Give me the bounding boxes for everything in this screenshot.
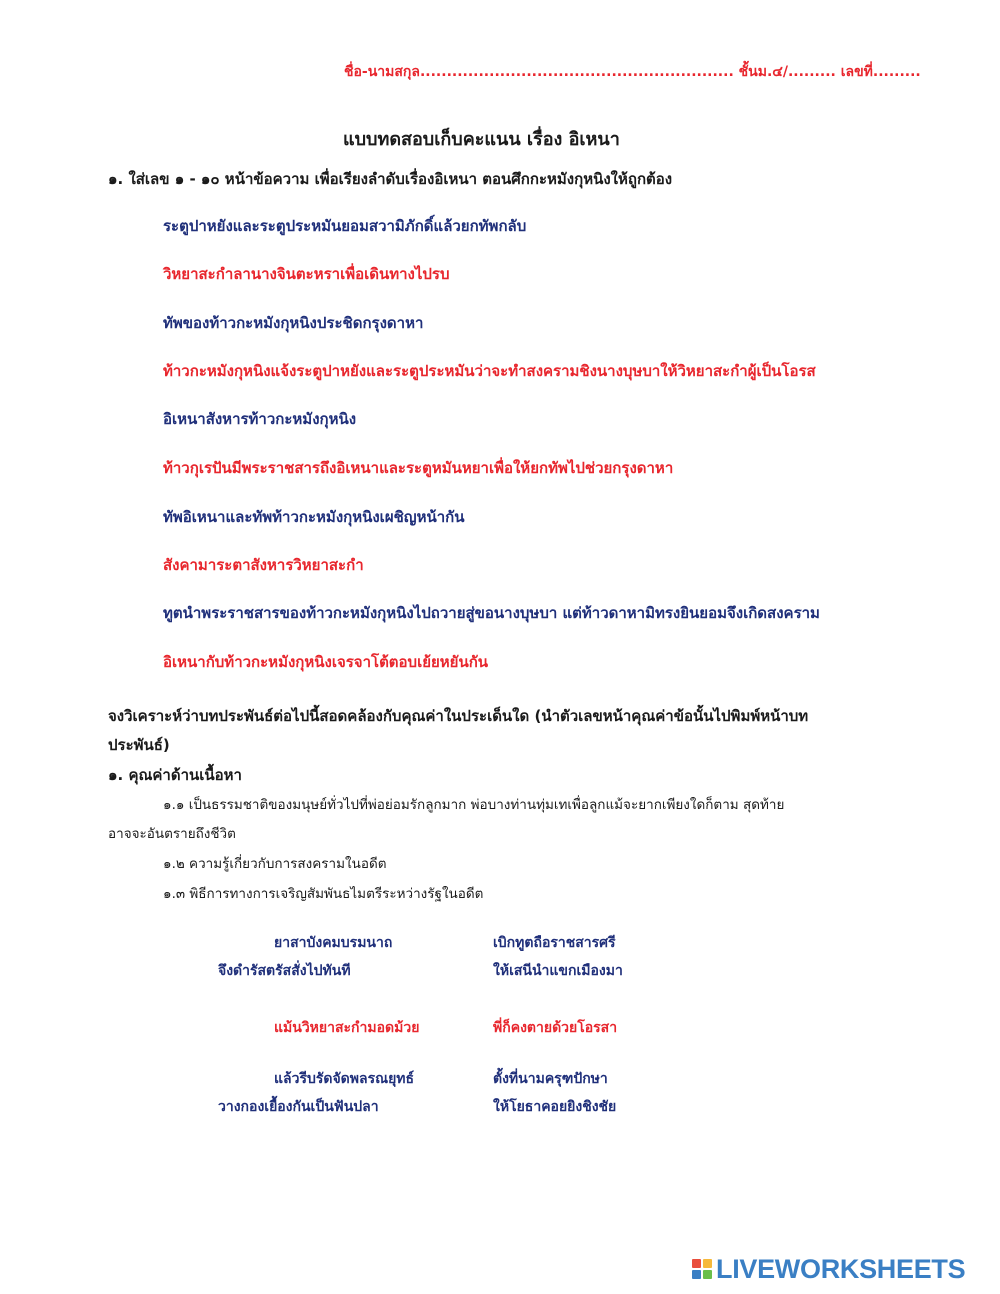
order-item-2[interactable]: วิหยาสะกำลานางจินตะหราเพื่อเดินทางไปรบ (163, 265, 450, 283)
order-item-9[interactable]: ทูตนำพระราชสารของท้าวกะหมังกุหนิงไปถวายสู่ขอนางบุษบา แต่ท้าวดาหามิทรงยินยอมจึงเกิดสงคราม (163, 604, 820, 622)
poem-3-left-2: วางกองเยื้องกันเป็นฟันปลา (218, 1099, 379, 1115)
poem-2-right-1: พี่ก็คงตายด้วยโอรสา (493, 1020, 618, 1036)
student-info-line: ชื่อ-นามสกุล........................................................... ชั้นม.๔/......... เลขที่......... (344, 64, 921, 80)
value-1-1-line2: อาจจะอันตรายถึงชีวิต (108, 826, 236, 842)
order-item-8[interactable]: สังคามาระตาสังหารวิหยาสะกำ (163, 556, 364, 574)
order-item-1[interactable]: ระตูปาหยังและระตูประหมันยอมสวามิภักดิ์แล้วยกทัพกลับ (163, 217, 527, 235)
logo-text: LIVEWORKSHEETS (716, 1253, 966, 1284)
poem-1-left-1: ยาสาบังคมบรมนาถ (274, 935, 393, 951)
order-item-3[interactable]: ทัพของท้าวกะหมังกุหนิงประชิดกรุงดาหา (163, 314, 424, 332)
part2-instruction-line1: จงวิเคราะห์ว่าบทประพันธ์ต่อไปนี้สอดคล้องกับคุณค่าในประเด็นใด (นำตัวเลขหน้าคุณค่าข้อนั้นไปพิมพ์หน้าบท (108, 707, 809, 725)
logo-grid-icon (692, 1259, 712, 1279)
poem-3-left-1: แล้วรีบรัดจัดพลรณยุทธ์ (274, 1071, 415, 1087)
poem-1-left-2: จึงดำรัสตรัสสั่งไปทันที (218, 963, 351, 979)
poem-2-left-1: แม้นวิหยาสะกำมอดม้วย (274, 1020, 420, 1036)
value-1-2: ๑.๒ ความรู้เกี่ยวกับการสงครามในอดีต (163, 856, 387, 872)
value-1-1-line1: ๑.๑ เป็นธรรมชาติของมนุษย์ทั่วไปที่พ่อย่อมรักลูกมาก พ่อบางท่านทุ่มเทเพื่อลูกแม้จะยากเพียงใดก็ตาม สุดท้าย (163, 797, 785, 813)
poem-3-right-1: ตั้งที่นามครุฑปักษา (493, 1071, 608, 1087)
order-item-7[interactable]: ทัพอิเหนาและทัพท้าวกะหมังกุหนิงเผชิญหน้ากัน (163, 508, 465, 526)
poem-1-right-2: ให้เสนีนำแขกเมืองมา (493, 963, 623, 979)
liveworksheets-logo (692, 1254, 965, 1284)
order-item-10[interactable]: อิเหนากับท้าวกะหมังกุหนิงเจรจาโต้ตอบเย้ยหยันกัน (163, 653, 489, 671)
poem-1-right-1: เบิกทูตถือราชสารศรี (493, 935, 616, 951)
value-1-3: ๑.๓ พิธีการทางการเจริญสัมพันธไมตรีระหว่างรัฐในอดีต (163, 886, 484, 902)
part2-instruction-line2: ประพันธ์) (108, 736, 170, 754)
order-item-4[interactable]: ท้าวกะหมังกุหนิงแจ้งระตูปาหยังและระตูประหมันว่าจะทำสงครามชิงนางบุษบาให้วิหยาสะกำผู้เป็นโอรส (163, 362, 816, 380)
part1-instruction: ๑. ใส่เลข ๑ - ๑๐ หน้าข้อความ เพื่อเรียงลำดับเรื่องอิเหนา ตอนศึกกะหมังกุหนิงให้ถูกต้อง (108, 170, 673, 188)
poem-3-right-2: ให้โยธาคอยยิงชิงชัย (493, 1099, 617, 1115)
section-heading-content-value: ๑. คุณค่าด้านเนื้อหา (108, 766, 242, 784)
page-title: แบบทดสอบเก็บคะแนน เรื่อง อิเหนา (343, 129, 620, 150)
order-item-5[interactable]: อิเหนาสังหารท้าวกะหมังกุหนิง (163, 410, 357, 428)
order-item-6[interactable]: ท้าวกุเรปันมีพระราชสารถึงอิเหนาและระตูหมันหยาเพื่อให้ยกทัพไปช่วยกรุงดาหา (163, 459, 674, 477)
